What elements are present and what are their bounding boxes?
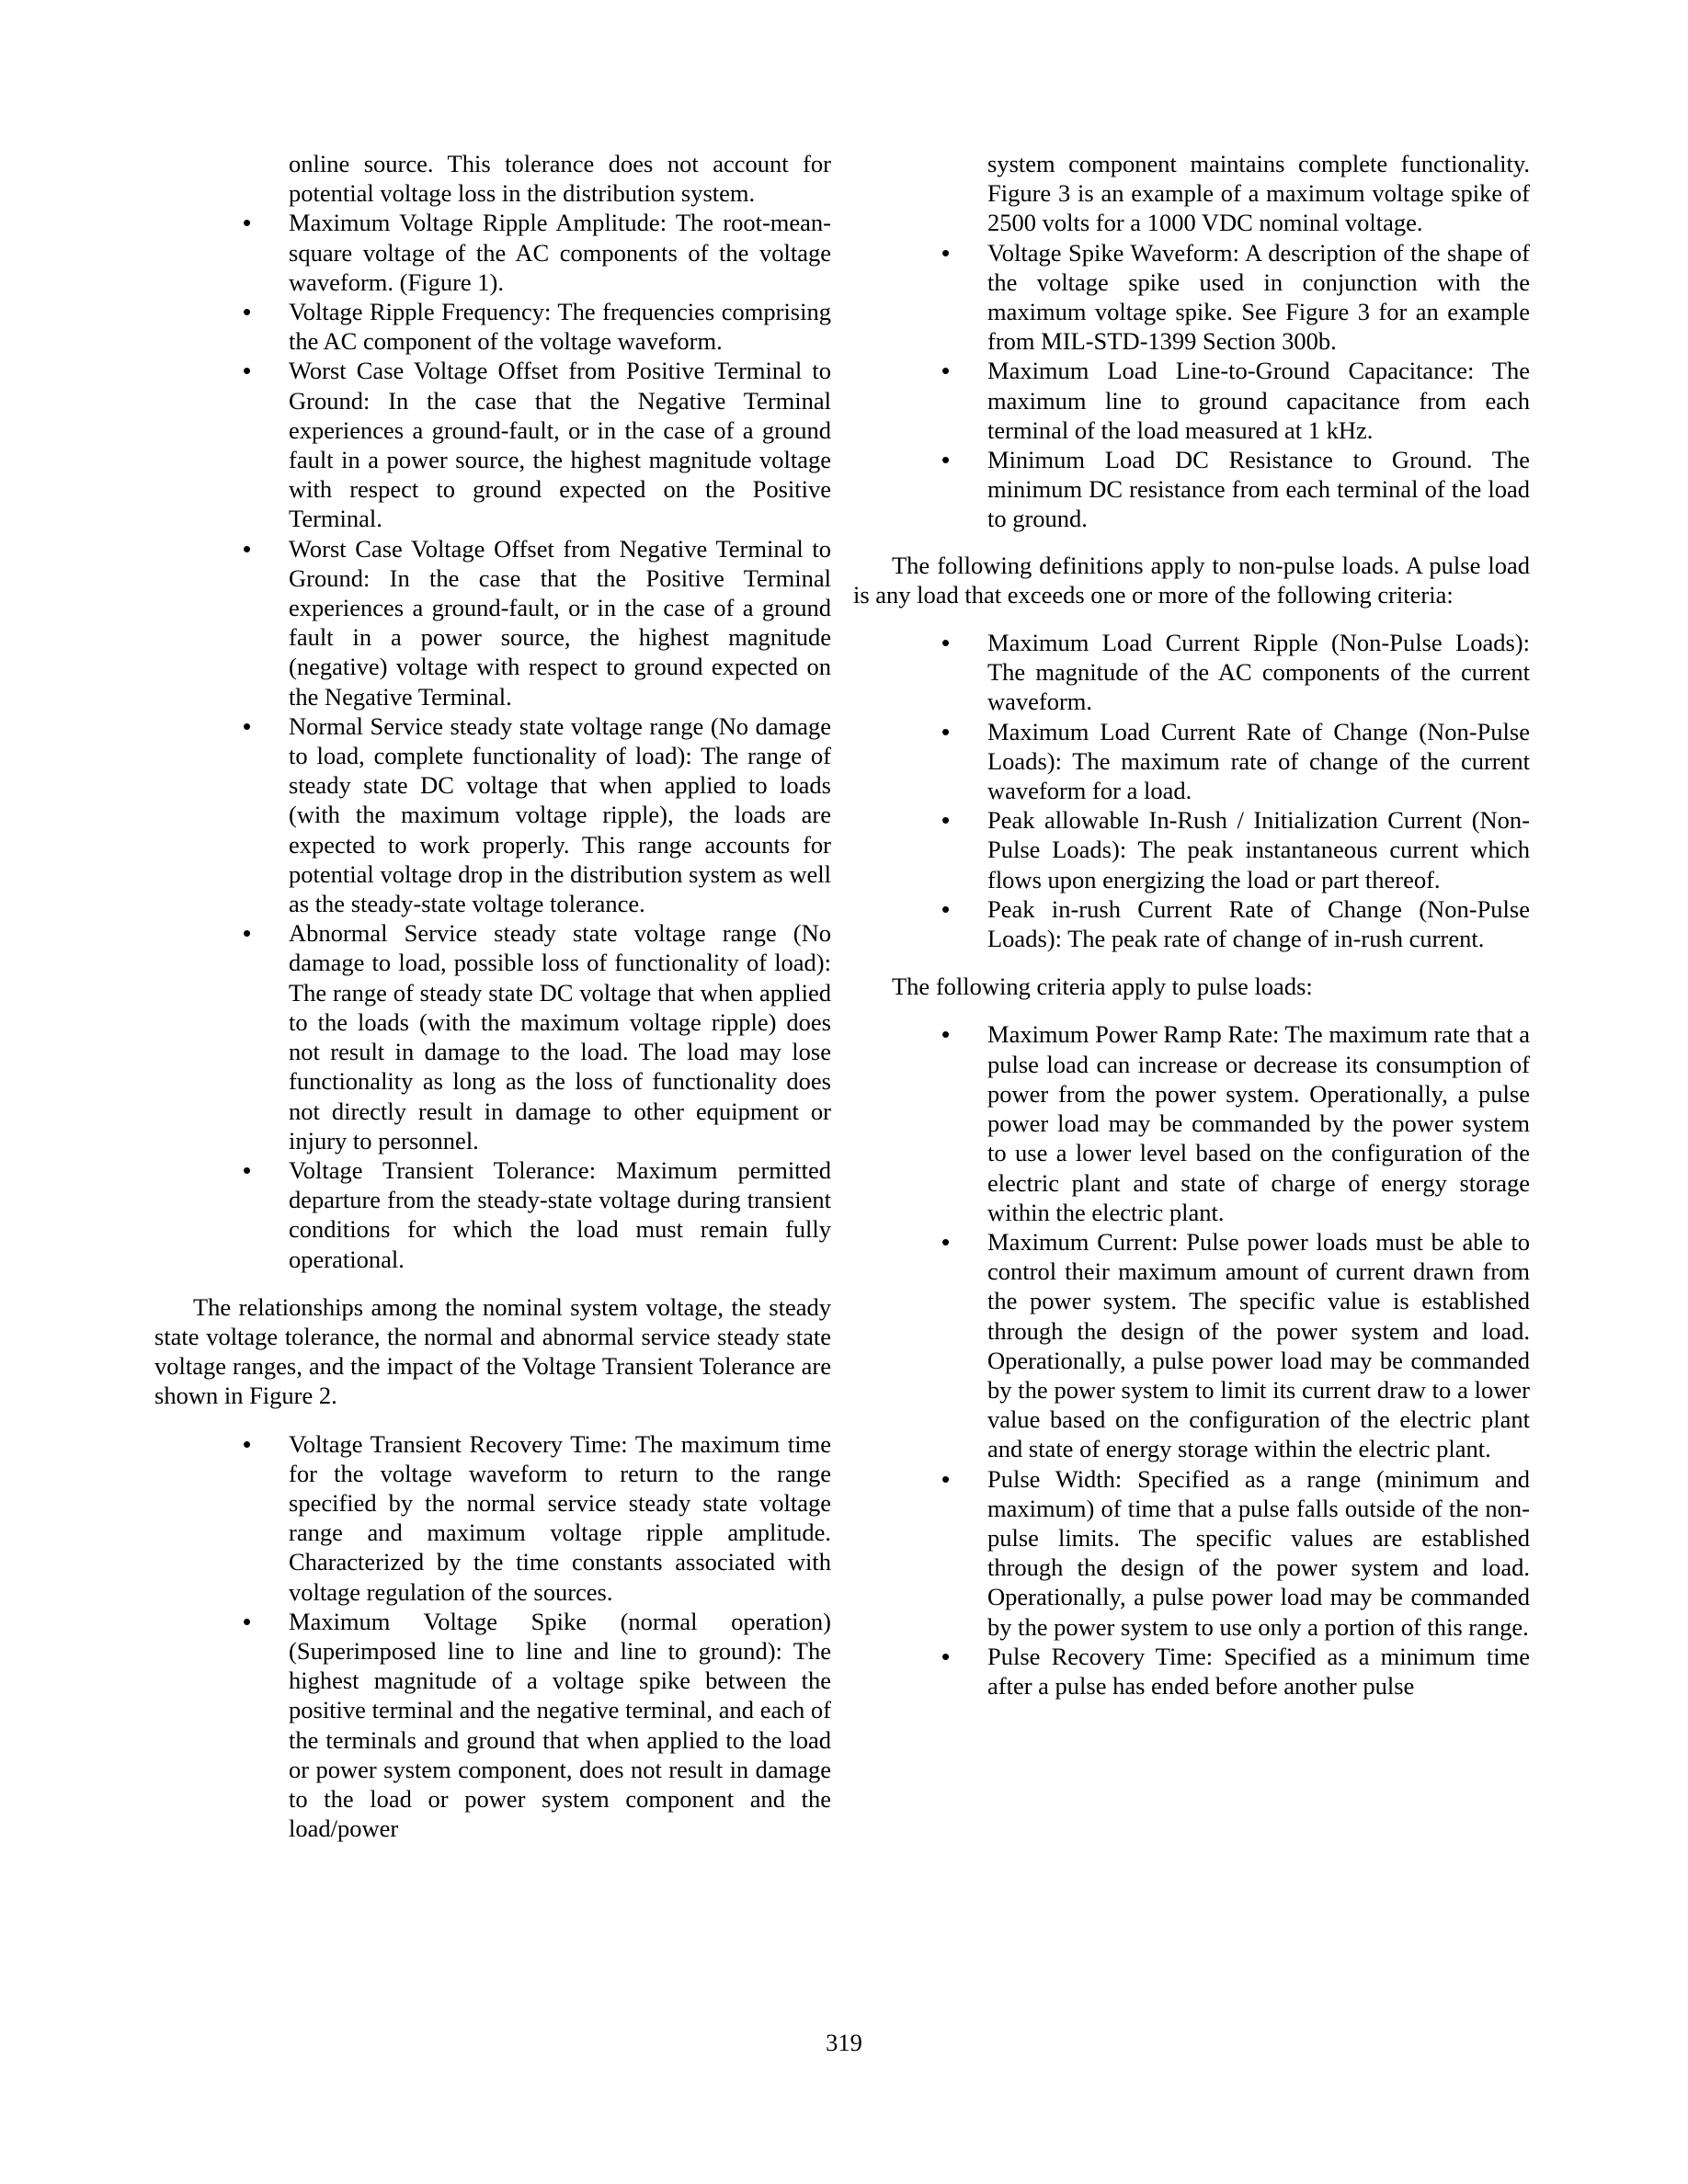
list-item: • Worst Case Voltage Offset from Positive Terminal to Ground: In the case that the Negative Terminal experiences a ground-fault, or in the case of a ground fault in a power source, the highest magnitude voltage with respect to ground expected on the Positive Terminal.	[243, 356, 831, 533]
list-item: • Minimum Load DC Resistance to Ground. The minimum DC resistance from each terminal of the load to ground.	[941, 445, 1530, 534]
list-item: • Voltage Transient Recovery Time: The maximum time for the voltage waveform to return to the range specified by the normal service steady state voltage range and maximum voltage ripple amplitude. Characterized by the time constants associated with voltage regulation of the sources.	[243, 1429, 831, 1607]
list-item: • Normal Service steady state voltage range (No damage to load, complete functionality of load): The range of steady state DC voltage that when applied to loads (with the maximum voltage ripple), the loads are expected to work properly. This range accounts for potential voltage drop in the distribution system as well as the steady-state voltage tolerance.	[243, 711, 831, 918]
continuation-text: system component maintains complete functionality. Figure 3 is an example of a maximum voltage spike of 2500 volts for a 1000 VDC nominal voltage.	[987, 150, 1530, 237]
list-item: • Peak allowable In-Rush / Initialization Current (Non-Pulse Loads): The peak instantaneous current which flows upon energizing the load or part thereof.	[941, 805, 1530, 894]
list-item: • Maximum Power Ramp Rate: The maximum rate that a pulse load can increase or decrease its consumption of power from the power system. Operationally, a pulse power load may be commanded by the power system to use a lower level based on the configuration of the electric plant and state of charge of energy storage within the electric plant.	[941, 1019, 1530, 1226]
list-item: • Pulse Recovery Time: Specified as a minimum time after a pulse has ended before another pulse	[941, 1642, 1530, 1701]
list-item: • Maximum Voltage Ripple Amplitude: The root-mean-square voltage of the AC components of the voltage waveform. (Figure 1).	[243, 208, 831, 297]
definition-list	[941, 628, 1530, 953]
list-item: • Voltage Transient Tolerance: Maximum permitted departure from the steady-state voltage during transient conditions for which the load must remain fully operational.	[243, 1155, 831, 1274]
definition-list	[941, 1019, 1530, 1701]
list-item: • Maximum Load Current Ripple (Non-Pulse Loads): The magnitude of the AC components of the current waveform.	[941, 628, 1530, 717]
continuation-text: online source. This tolerance does not account for potential voltage loss in the distribution system.	[289, 150, 831, 208]
body-paragraph: The following definitions apply to non-pulse loads. A pulse load is any load that exceeds one or more of the following criteria:	[853, 551, 1530, 609]
body-paragraph: The following criteria apply to pulse loads:	[892, 973, 1313, 1001]
right-column	[853, 149, 1530, 1701]
list-item: • Worst Case Voltage Offset from Negative Terminal to Ground: In the case that the Positive Terminal experiences a ground-fault, or in the case of a ground fault in a power source, the highest magnitude (negative) voltage with respect to ground expected on the Negative Terminal.	[243, 534, 831, 711]
list-item: • Voltage Spike Waveform: A description of the shape of the voltage spike used in conjunction with the maximum voltage spike. See Figure 3 for an example from MIL-STD-1399 Section 300b.	[941, 238, 1530, 357]
body-paragraph: The relationships among the nominal system voltage, the steady state voltage tolerance, the normal and abnormal service steady state voltage ranges, and the impact of the Voltage Transient Tolerance are shown in Figure 2.	[154, 1292, 831, 1410]
definition-list	[941, 238, 1530, 534]
list-item: • Peak in-rush Current Rate of Change (Non-Pulse Loads): The peak rate of change of in-rush current.	[941, 894, 1530, 953]
left-column	[154, 149, 831, 1843]
list-item: • Maximum Voltage Spike (normal operation) (Superimposed line to line and line to ground): The highest magnitude of a voltage spike between the positive terminal and the negative terminal, and each of the terminals and ground that when applied to the load or power system component, does not result in damage to the load or power system component and the load/power	[243, 1607, 831, 1844]
page-number: 319	[826, 2029, 862, 2056]
list-item: • Maximum Load Line-to-Ground Capacitance: The maximum line to ground capacitance from each terminal of the load measured at 1 kHz.	[941, 356, 1530, 445]
list-item: • Voltage Ripple Frequency: The frequencies comprising the AC component of the voltage waveform.	[243, 297, 831, 356]
list-item: • Abnormal Service steady state voltage range (No damage to load, possible loss of functionality of load): The range of steady state DC voltage that when applied to the loads (with the maximum voltage ripple) does not result in damage to the load. The load may lose functionality as long as the loss of functionality does not directly result in damage to other equipment or injury to personnel.	[243, 918, 831, 1155]
definition-list	[243, 208, 831, 1273]
list-item: • Pulse Width: Specified as a range (minimum and maximum) of time that a pulse falls outside of the non-pulse limits. The specific values are established through the design of the power system and load. Operationally, a pulse power load may be commanded by the power system to use only a portion of this range.	[941, 1464, 1530, 1642]
definition-list	[243, 1429, 831, 1844]
list-item: • Maximum Load Current Rate of Change (Non-Pulse Loads): The maximum rate of change of the current waveform for a load.	[941, 717, 1530, 806]
list-item: • Maximum Current: Pulse power loads must be able to control their maximum amount of current drawn from the power system. The specific value is established through the design of the power system and load. Operationally, a pulse power load may be commanded by the power system to limit its current draw to a lower value based on the configuration of the electric plant and state of energy storage within the electric plant.	[941, 1227, 1530, 1464]
